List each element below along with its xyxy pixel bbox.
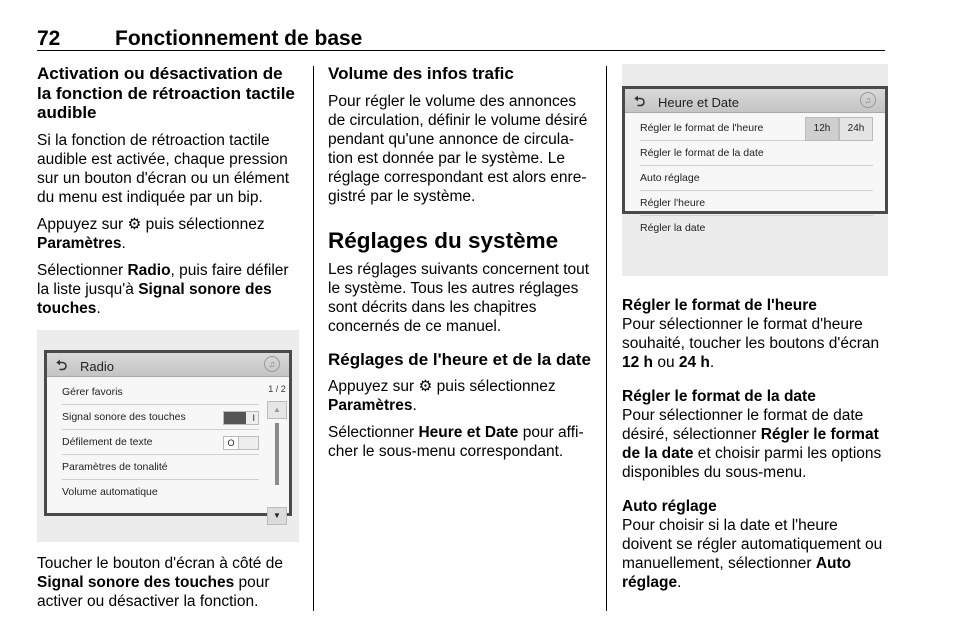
section-heading-haptic: Activation ou désactivation de la fonction de rétroaction tactile audible xyxy=(37,64,295,122)
paragraph xyxy=(37,554,299,611)
column-1 xyxy=(37,64,299,619)
ui-term: Signal sonore des touches xyxy=(37,280,272,317)
music-note-icon[interactable]: ♫ xyxy=(264,356,280,372)
menu-item-label: Régler l'heure xyxy=(640,197,706,209)
menu-item[interactable] xyxy=(62,380,259,405)
menu-item[interactable] xyxy=(640,141,873,166)
text: Pour choisir si la date et l'heure doivent se régler automatiquement ou manuellement, sélectionner xyxy=(622,517,883,572)
page-number: 72 xyxy=(37,27,61,50)
text: Pour sélectionner le format de date désiré, sélectionner xyxy=(622,407,864,443)
menu-item[interactable] xyxy=(62,480,259,504)
menu-list xyxy=(640,116,873,240)
column-divider-2 xyxy=(606,66,607,611)
menu-item[interactable] xyxy=(640,216,873,240)
column-2 xyxy=(328,64,593,469)
24h-button[interactable]: 24h xyxy=(839,117,873,141)
section-heading-traffic: Volume des infos trafic xyxy=(328,64,514,83)
menu-item-label: Paramètres de tonalité xyxy=(62,460,168,473)
scroll-down-icon[interactable]: ▼ xyxy=(267,507,287,525)
text: et choisir parmi les options disponibles du sous-menu. xyxy=(622,445,882,481)
subheading: Régler le format de l'heure xyxy=(622,297,817,314)
paragraph xyxy=(328,377,593,415)
paragraph xyxy=(622,406,888,482)
paragraph xyxy=(328,423,593,461)
menu-item[interactable] xyxy=(640,116,873,141)
header-rule xyxy=(37,50,885,51)
page-indicator: 1 / 2 xyxy=(268,383,286,394)
screen-titlebar xyxy=(47,353,289,377)
paragraph xyxy=(37,215,299,253)
screen-panel xyxy=(44,350,292,520)
ui-term: Paramètres xyxy=(328,397,413,414)
screen-title: Radio xyxy=(80,358,114,374)
menu-item-label: Signal sonore des touches xyxy=(62,410,186,423)
text: Appuyez sur xyxy=(328,378,419,395)
paragraph xyxy=(622,315,888,372)
text: Pour sélectionner le format d'heure souhaité, toucher les boutons d'écran xyxy=(622,316,880,352)
text: , puis faire défiler la liste jusqu'à xyxy=(37,261,289,298)
text: ou xyxy=(653,354,679,371)
menu-item[interactable] xyxy=(62,430,259,455)
back-arrow-icon[interactable]: ⮌ xyxy=(56,356,68,373)
subheading: Auto réglage xyxy=(622,498,717,515)
back-arrow-icon[interactable]: ⮌ xyxy=(634,93,646,109)
text: puis sélectionnez xyxy=(141,215,265,233)
paragraph xyxy=(37,261,299,318)
text: pour activer ou désactiver la fonction. xyxy=(37,573,270,610)
toggle-on[interactable] xyxy=(223,411,259,425)
text: Toucher le bouton d'écran à côté de xyxy=(37,554,283,572)
radio-screen-illustration xyxy=(37,330,299,542)
screen-titlebar xyxy=(625,89,885,113)
menu-item-label: Régler le format de l'heure xyxy=(640,122,764,134)
running-title: Fonctionnement de base xyxy=(115,27,363,50)
settings-icon: ⚙ xyxy=(127,215,142,233)
screen-panel xyxy=(622,86,888,234)
text: . xyxy=(709,354,715,371)
text: puis sélectionnez xyxy=(432,378,556,395)
chapter-heading: Réglages du système xyxy=(328,227,559,253)
toggle-mark: I xyxy=(252,412,255,423)
menu-item[interactable] xyxy=(640,191,873,216)
toggle-off[interactable] xyxy=(223,436,259,450)
time-date-screen-illustration xyxy=(622,64,888,276)
paragraph xyxy=(622,516,888,592)
menu-item-label: Gérer favoris xyxy=(62,385,123,398)
menu-list xyxy=(62,380,259,504)
menu-item[interactable] xyxy=(62,455,259,480)
text: . xyxy=(677,574,682,591)
ui-term: 12 h xyxy=(622,354,654,371)
settings-icon: ⚙ xyxy=(418,378,433,395)
subheading: Régler le format de la date xyxy=(622,388,816,405)
paragraph: Les réglages suivants concernent tout le système. Tous les autres réglages sont décrits dans les chapitres concernés de ce manuel. xyxy=(328,260,590,335)
column-divider-1 xyxy=(313,66,314,611)
menu-item-label: Auto réglage xyxy=(640,172,700,184)
page-header xyxy=(37,26,885,52)
menu-item[interactable] xyxy=(640,166,873,191)
text: . xyxy=(412,397,417,414)
toggle-fill xyxy=(224,412,246,424)
ui-term: Heure et Date xyxy=(418,424,519,441)
ui-term: Signal sonore des touches xyxy=(37,573,235,591)
scroll-thumb[interactable] xyxy=(275,423,279,485)
text: . xyxy=(121,234,126,252)
menu-item-label: Régler le format de la date xyxy=(640,147,764,159)
time-format-buttons xyxy=(805,117,873,139)
menu-item-label: Volume automatique xyxy=(62,485,158,498)
text: Appuyez sur xyxy=(37,215,128,233)
menu-item-label: Régler la date xyxy=(640,222,706,234)
paragraph: Si la fonction de rétroaction tactile audible est activée, chaque pression sur un bouton d'écran ou un élément du menu est indiquée par un bip. xyxy=(37,131,289,206)
ui-term: Régler le format de la date xyxy=(622,426,879,462)
ui-term: Paramètres xyxy=(37,234,122,252)
column-3 xyxy=(622,64,888,600)
scrollbar[interactable] xyxy=(265,380,289,520)
menu-item-label: Défilement de texte xyxy=(62,435,153,448)
text: Sélectionner xyxy=(328,424,419,441)
paragraph: Pour régler le volume des annonces de circulation, définir le volume désiré pendant qu'une annonce de circulation est donnée par le système. Le réglage correspondant est alors enregistré par le système. xyxy=(328,92,588,205)
text: . xyxy=(96,299,101,317)
text: pour afficher le sous-menu correspondant. xyxy=(328,424,584,460)
text: Sélectionner xyxy=(37,261,128,279)
section-heading-time-date: Réglages de l'heure et de la date xyxy=(328,349,591,369)
ui-term: 24 h xyxy=(678,354,710,371)
screen-title: Heure et Date xyxy=(658,95,739,110)
ui-term: Auto réglage xyxy=(622,555,852,591)
ui-term: Radio xyxy=(127,261,171,279)
12h-button[interactable]: 12h xyxy=(805,117,839,141)
music-note-icon[interactable]: ♫ xyxy=(860,92,876,108)
menu-item[interactable] xyxy=(62,405,259,430)
toggle-knob: O xyxy=(224,437,239,449)
scroll-up-icon[interactable]: ▲ xyxy=(267,401,287,419)
